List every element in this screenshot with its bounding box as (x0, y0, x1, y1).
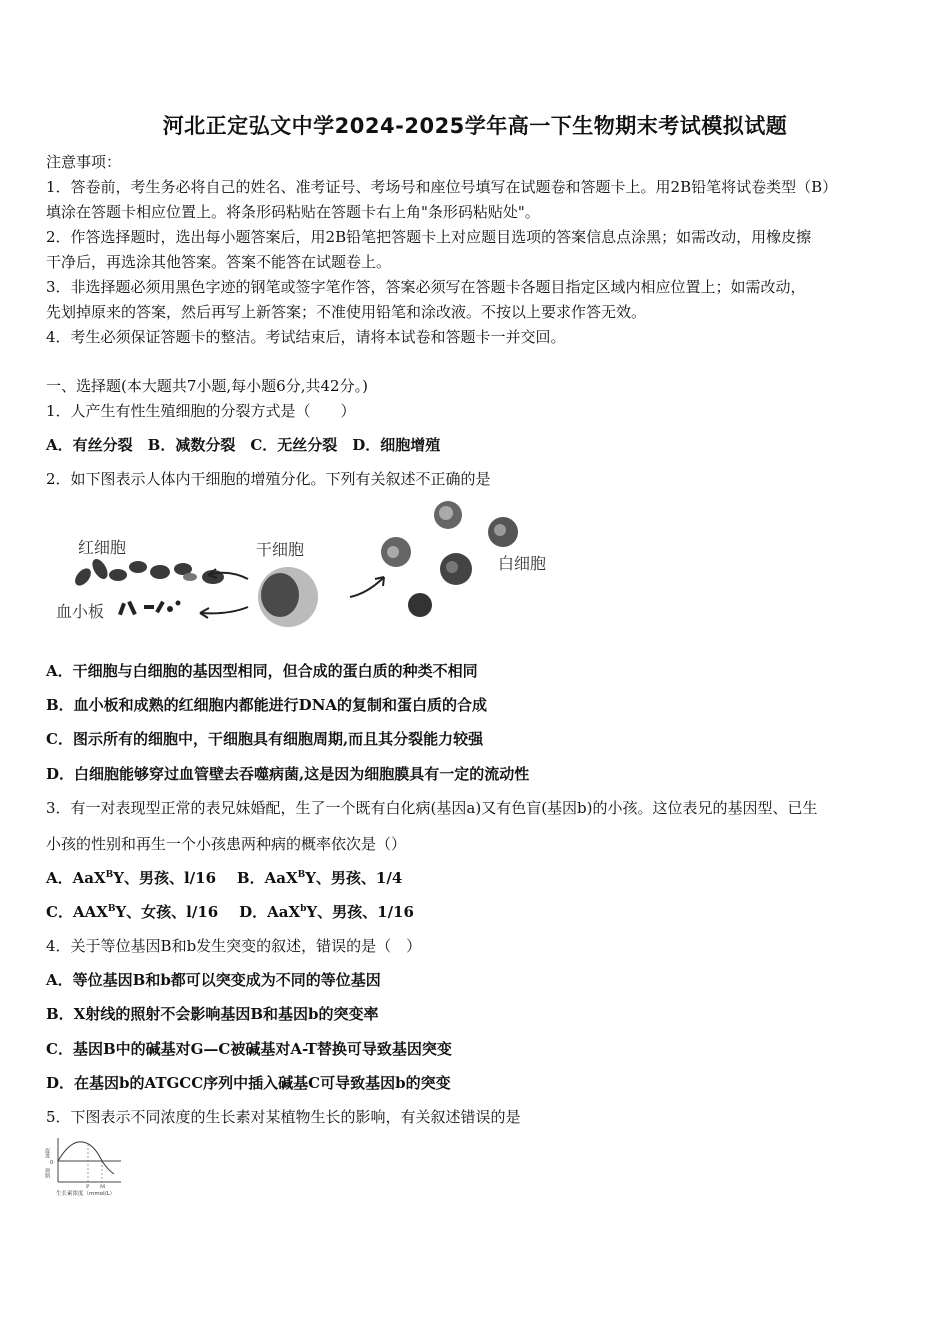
q3-stem-line2: 小孩的性别和再生一个小孩患两种病的概率依次是（） (46, 835, 407, 853)
response-curve (58, 1142, 114, 1174)
section-heading: 一、选择题(本大题共7小题,每小题6分,共42分。) (46, 377, 368, 395)
auxin-chart (46, 1136, 146, 1198)
y-label-zero: 0 (50, 1160, 54, 1166)
notice-heading: 注意事项： (46, 153, 122, 171)
x-axis-label: 生长素浓度（mmol/L） (56, 1191, 116, 1197)
notice-line: 先划掉原来的答案，然后再写上新答案；不准使用铅笔和涂改液。不按以上要求作答无效。 (46, 303, 647, 321)
stem-cell-label: 干细胞 (256, 540, 305, 559)
q4-option-a: A．等位基因B和b都可以突变成为不同的等位基因 (46, 971, 381, 989)
arrow-to-white (350, 577, 384, 597)
notice-line: 3．非选择题必须用黑色字迹的钢笔或签字笔作答，答案必须写在答题卡各题目指定区域内相应位置上；如需改动， (46, 278, 806, 296)
q2-option-c: C．图示所有的细胞中，干细胞具有细胞周期,而且其分裂能力较强 (46, 730, 484, 748)
white-cell-label: 白细胞 (498, 554, 547, 573)
q2-option-d: D．白细胞能够穿过血管壁去吞噬病菌,这是因为细胞膜具有一定的流动性 (46, 765, 530, 783)
q4-option-b: B．X射线的照射不会影响基因B和基因b的突变率 (46, 1005, 379, 1023)
q4-stem: 4．关于等位基因B和b发生突变的叙述，错误的是（ ） (46, 937, 422, 955)
page-title: 河北正定弘文中学2024-2025学年高一下生物期末考试模拟试题 (162, 114, 788, 138)
y-label-promote: 促进 (44, 1148, 50, 1158)
q4-option-d: D．在基因b的ATGCC序列中插入碱基C可导致基因b的突变 (46, 1074, 451, 1092)
tick-m: M (100, 1184, 106, 1190)
platelet-label: 血小板 (56, 602, 105, 621)
q5-stem: 5．下图表示不同浓度的生长素对某植物生长的影响，有关叙述错误的是 (46, 1108, 521, 1126)
q4-option-c: C．基因B中的碱基对G—C被碱基对A-T替换可导致基因突变 (46, 1040, 452, 1058)
notice-line: 1．答卷前，考生务必将自己的姓名、准考证号、考场号和座位号填写在试题卷和答题卡上。用2B铅笔将试卷类型（B） (46, 178, 838, 196)
q2-option-b: B．血小板和成熟的红细胞内都能进行DNA的复制和蛋白质的合成 (46, 696, 488, 714)
red-cell-group (72, 556, 224, 588)
platelet-group (118, 601, 180, 616)
y-label-inhibit: 抑制 (44, 1168, 50, 1178)
stem-cell-figure (48, 497, 568, 632)
q3-option-a: A．AaX$^B$Y、男孩、l/16 (46, 869, 217, 887)
q3-stem-line1: 3．有一对表现型正常的表兄妹婚配，生了一个既有白化病(基因a)又有色盲(基因b)的小孩。这位表兄的基因型、已生 (46, 799, 818, 817)
q3-option-b: B．AaX$^B$Y、男孩、1/4 (236, 869, 403, 887)
q3-options-cd (46, 902, 414, 922)
q2-option-a: A．干细胞与白细胞的基因型相同，但合成的蛋白质的种类不相同 (46, 662, 478, 680)
notice-line: 填涂在答题卡相应位置上。将条形码粘贴在答题卡右上角"条形码粘贴处"。 (46, 203, 540, 221)
q1-options: A．有丝分裂 B．减数分裂 C．无丝分裂 D．细胞增殖 (46, 436, 441, 454)
notice-line: 4．考生必须保证答题卡的整洁。考试结束后，请将本试卷和答题卡一并交回。 (46, 328, 566, 346)
q3-option-d: D．AaX$^b$Y、男孩、1/16 (239, 903, 414, 921)
q1-stem: 1．人产生有性生殖细胞的分裂方式是（ ） (46, 402, 356, 420)
red-cell-label: 红细胞 (78, 538, 127, 557)
notice-line: 2．作答选择题时，选出每小题答案后，用2B铅笔把答题卡上对应题目选项的答案信息点涂黑；如需改动，用橡皮擦 (46, 228, 812, 246)
notice-line: 干净后，再选涂其他答案。答案不能答在试题卷上。 (46, 253, 392, 271)
q2-stem: 2．如下图表示人体内干细胞的增殖分化。下列有关叙述不正确的是 (46, 470, 491, 488)
q3-options-ab (46, 868, 402, 888)
q3-option-c: C．$AAX^BY$、女孩、l/16 (46, 903, 219, 921)
tick-p: P (86, 1184, 90, 1190)
